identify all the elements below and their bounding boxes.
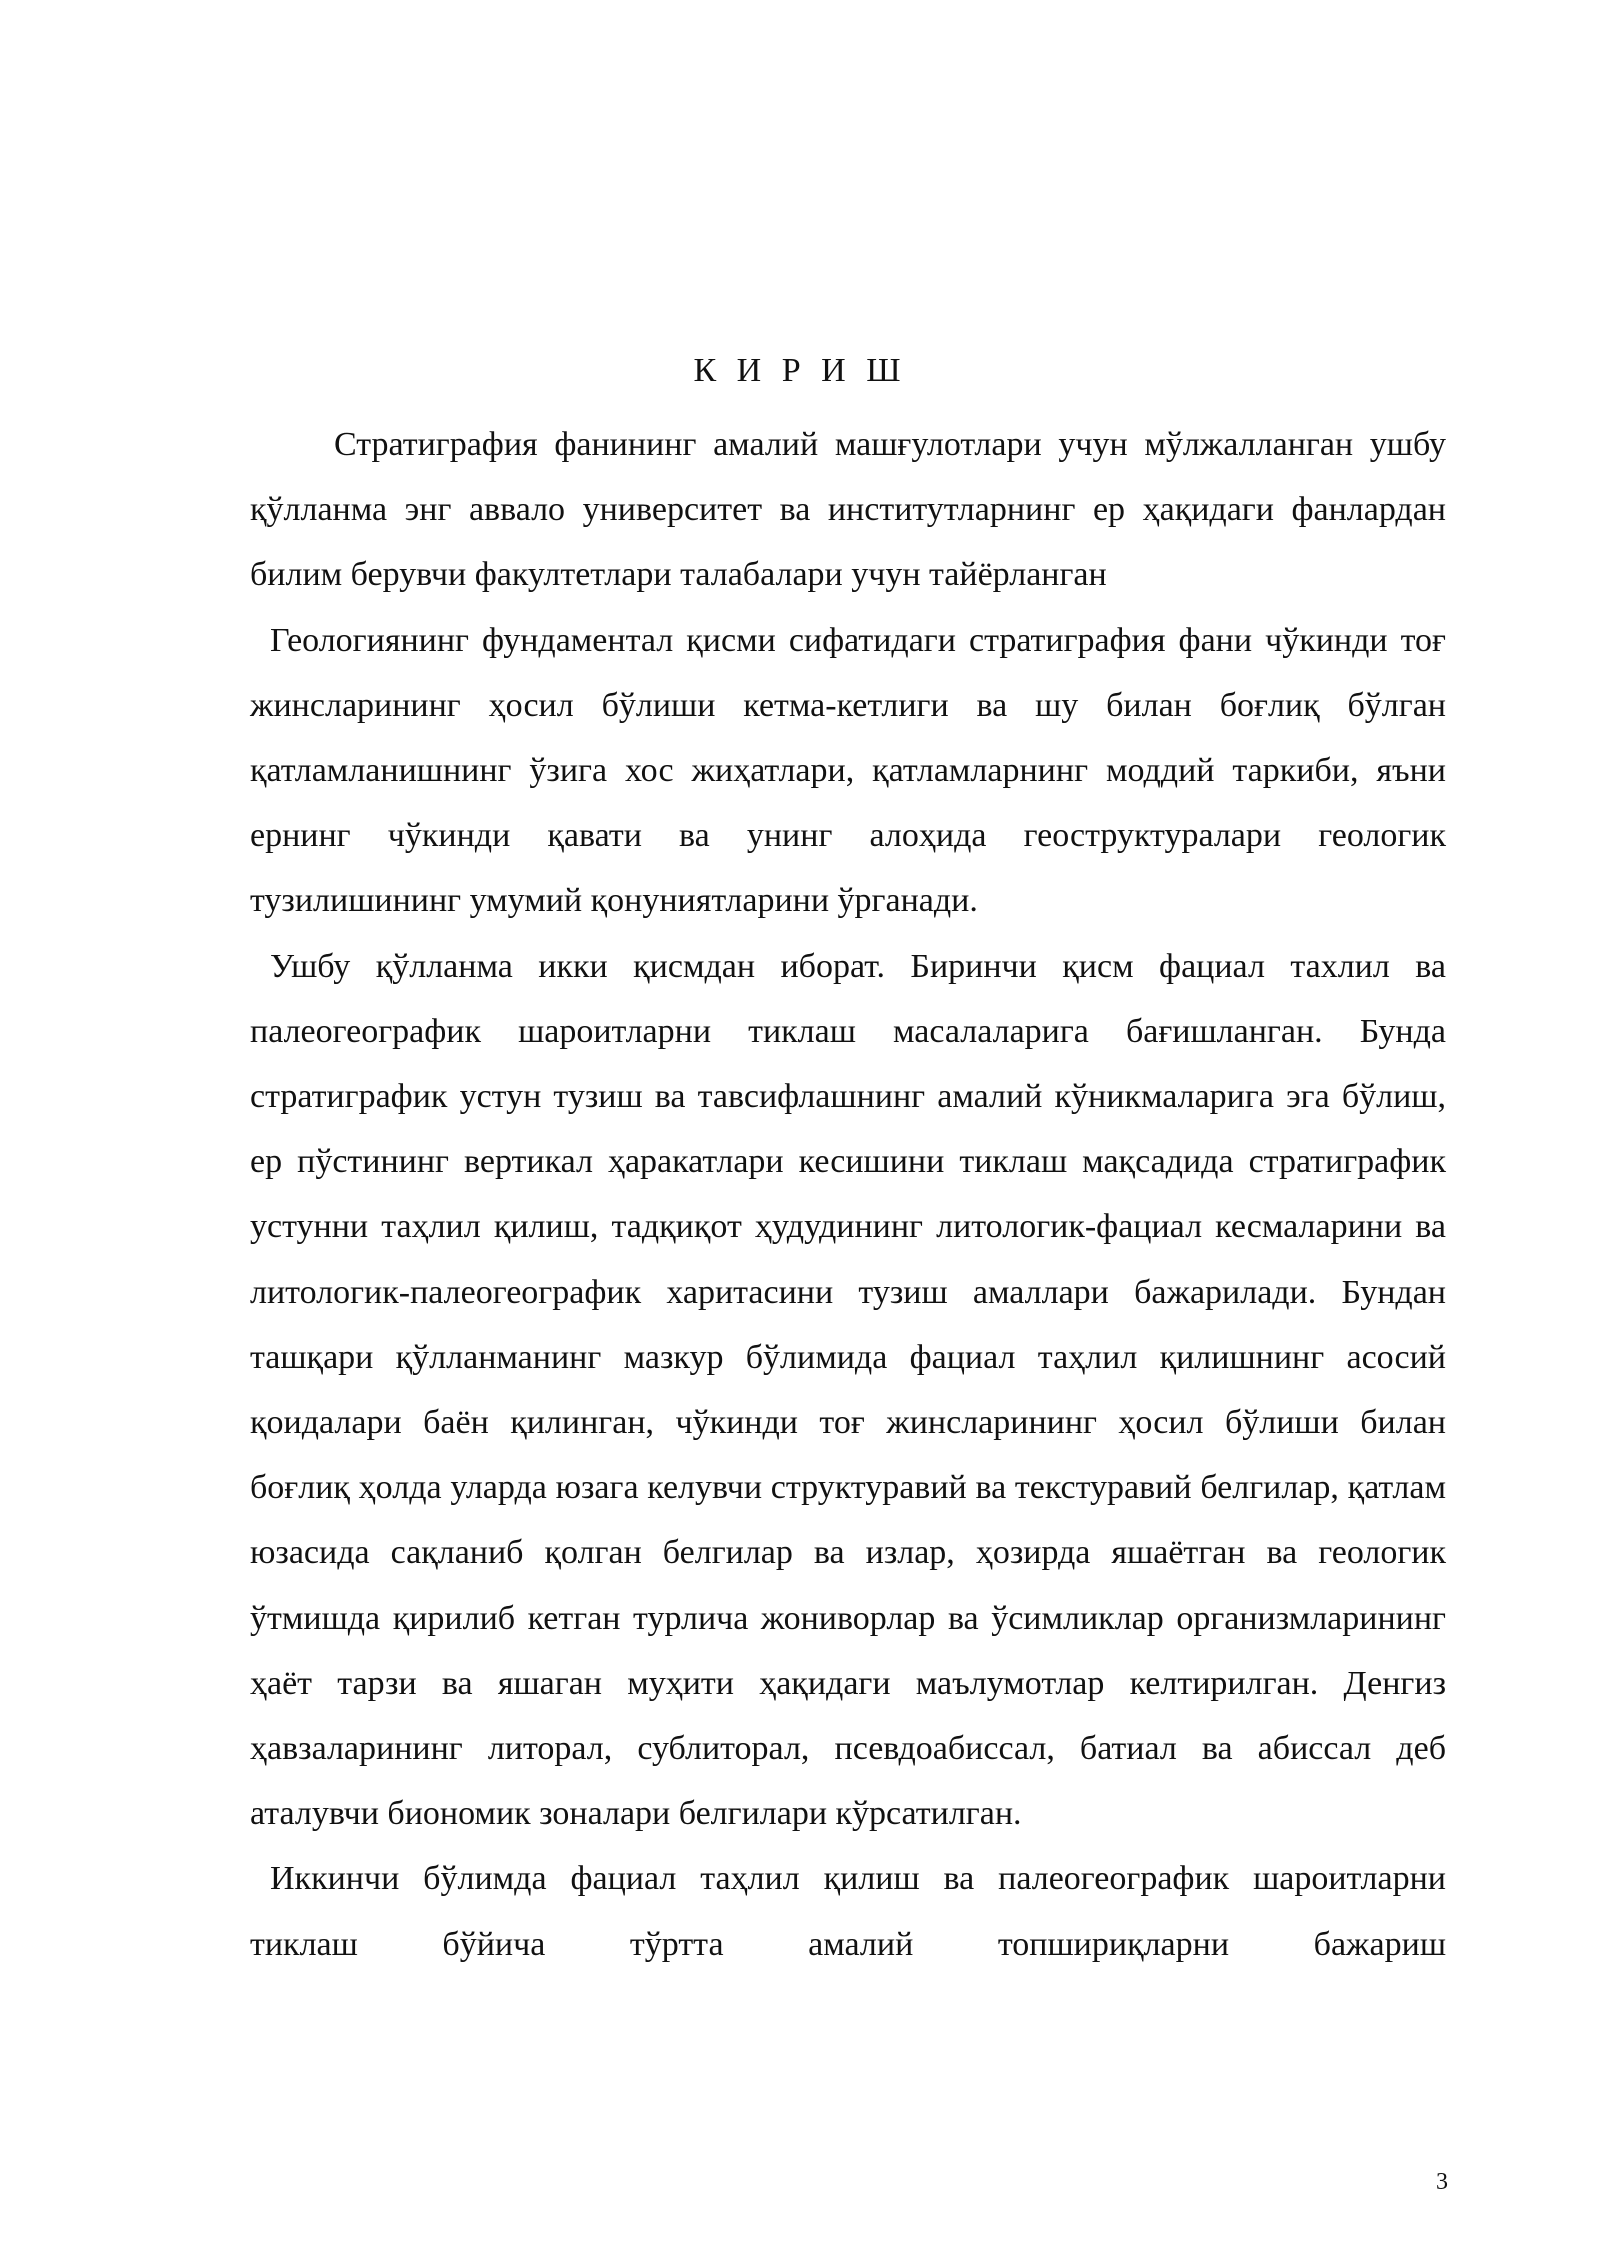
document-body — [250, 412, 1446, 1977]
paragraph-3: Ушбу қўлланма икки қисмдан иборат. Биринчи қисм фациал тахлил ва палеогеографик шароитларни тиклаш масалаларига бағишланган. Бунда стратиграфик устун тузиш ва тавсифлашнинг амалий кўникмаларига эга бўлиш, ер пўстининг вертикал ҳаракатлари кесишини тиклаш мақсадида стратиграфик устунни таҳлил қилиш, тадқиқот ҳудудининг литологик-фациал кесмаларини ва литологик-палеогеографик харитасини тузиш амаллари бажарилади. Бундан ташқари қўлланманинг мазкур бўлимида фациал таҳлил қилишнинг асосий қоидалари баён қилинган, чўкинди тоғ жинсларининг ҳосил бўлиши билан боғлиқ ҳолда уларда юзага келувчи структуравий ва текстуравий белгилар, қатлам юзасида сақланиб қолган белгилар ва излар, ҳозирда яшаётган ва геологик ўтмишда қирилиб кетган турлича жониворлар ва ўсимликлар организмларининг ҳаёт тарзи ва яшаган муҳити ҳақидаги маълумотлар келтирилган. Денгиз ҳавзаларининг литорал, сублиторал, псевдоабиссал, батиал ва абиссал деб аталувчи биономик зоналари белгилари кўрсатилган. — [250, 947, 1446, 1833]
paragraph-4: Иккинчи бўлимда фациал таҳлил қилиш ва палеогеографик шароитларни тиклаш бўйича тўртта амалий топшириқларни бажариш — [250, 1860, 1446, 1963]
page-title: К И Р И Ш — [693, 352, 907, 389]
page-number: 3 — [1436, 2169, 1448, 2195]
paragraph-1: Стратиграфия фанининг амалий машғулотлари учун мўлжалланган ушбу қўлланма энг аввало университет ва институтларнинг ер ҳақидаги фанлардан билим берувчи факултетлари талабалари учун тайёрланган — [250, 426, 1446, 594]
paragraph-2: Геологиянинг фундаментал қисми сифатидаги стратиграфия фани чўкинди тоғ жинсларининг ҳосил бўлиши кетма-кетлиги ва шу билан боғлиқ бўлган қатламланишнинг ўзига хос жиҳатлари, қатламларнинг моддий таркиби, яъни ернинг чўкинди қавати ва унинг алоҳида геоструктуралари геологик тузилишининг умумий қонуниятларини ўрганади. — [250, 621, 1446, 920]
